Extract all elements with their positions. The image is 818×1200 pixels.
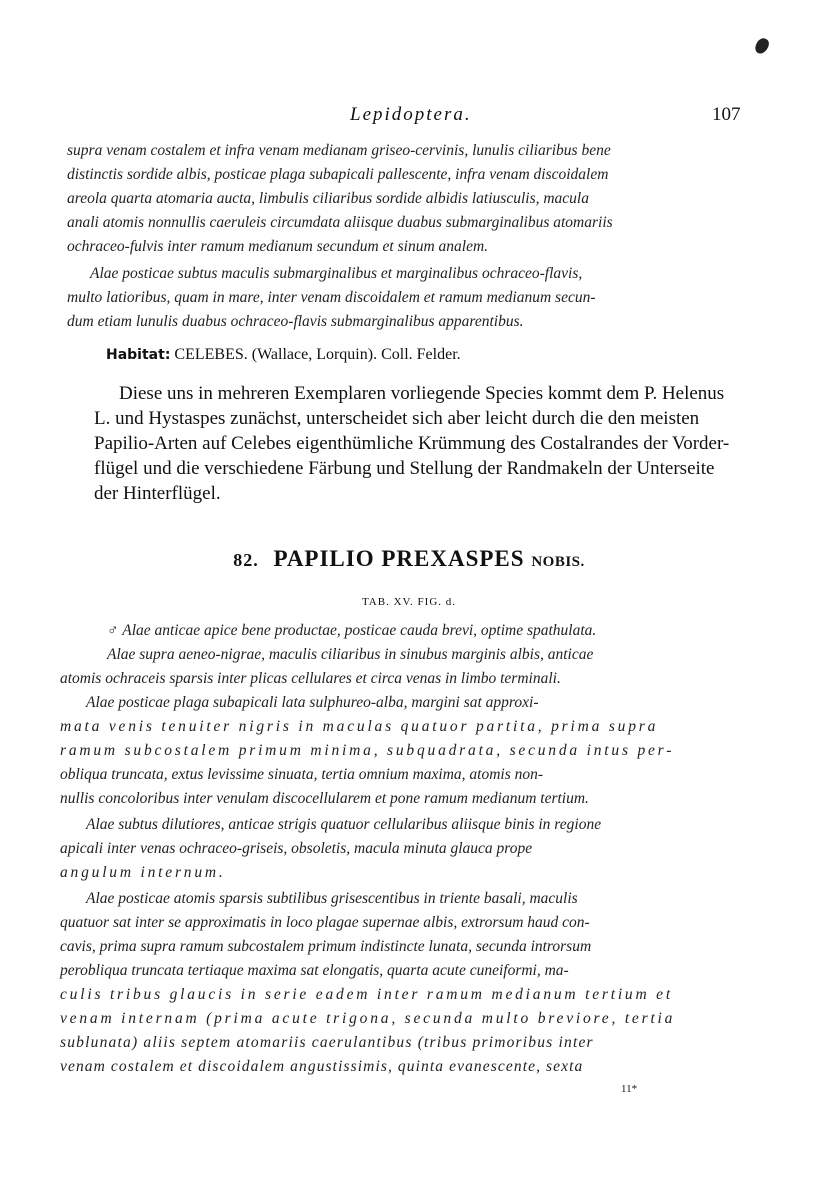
running-head-title: Lepidoptera. (350, 104, 472, 125)
desc-line: Alae posticae plaga subapicali lata sulphureo-alba, margini sat approxi- (86, 694, 539, 711)
desc-line: culis tribus glaucis in serie eadem inter ramum medianum tertium et (60, 986, 673, 1003)
desc-line: venam costalem et discoidalem angustissimis, quinta evanescente, sexta (60, 1058, 584, 1075)
desc-line: mata venis tenuiter nigris in maculas quatuor partita, prima supra (60, 718, 659, 735)
desc-line: cavis, prima supra ramum subcostalem primum indistincte lunata, secunda introrsum (60, 938, 592, 955)
german-line: Diese uns in mehreren Exemplaren vorliegende Species kommt dem P. Helenus (119, 383, 725, 404)
desc-line: apicali inter venas ochraceo-griseis, obsoletis, macula minuta glauca prope (60, 840, 533, 857)
german-line: L. und Hystaspes zunächst, unterscheidet sich aber leicht durch die den meisten (94, 408, 700, 429)
desc-line: perobliqua truncata tertiaque maxima sat elongatis, quarta acute cuneiformi, ma- (60, 962, 569, 979)
desc-line: venam internam (prima acute trigona, secunda multo breviore, tertia (60, 1010, 676, 1027)
page-number: 107 (712, 104, 741, 125)
species-author: NOBIS. (531, 554, 585, 570)
text-line: areola quarta atomaria aucta, limbulis ciliaribus sordide albidis latiusculis, macula (67, 190, 589, 207)
desc-line: angulum internum. (60, 864, 226, 881)
species-number: 82. (233, 550, 259, 570)
desc-line: atomis ochraceis sparsis inter plicas cellulares et circa venas in limbo terminali. (60, 670, 561, 687)
text-line: anali atomis nonnullis caeruleis circumdata aliisque duabus submarginalibus atomariis (67, 214, 613, 231)
text-line: dum etiam lunulis duabus ochraceo-flavis submarginalibus apparentibus. (67, 313, 524, 330)
text-line: distinctis sordide albis, posticae plaga subapicali pallescente, infra venam discoidalem (67, 166, 609, 183)
desc-line: nullis concoloribus inter venulam discocellularem et pone ramum medianum tertium. (60, 790, 589, 807)
signature-mark: 11* (621, 1083, 638, 1095)
desc-line: Alae supra aeneo-nigrae, maculis ciliaribus in sinubus marginis albis, anticae (107, 646, 594, 663)
german-line: flügel und die verschiedene Färbung und Stellung der Randmakeln der Unterseite (94, 458, 715, 479)
text-line: multo latioribus, quam in mare, inter venam discoidalem et ramum medianum secun- (67, 289, 596, 306)
desc-line: obliqua truncata, extus levissime sinuata, tertia omnium maxima, atomis non- (60, 766, 544, 783)
desc-line: Alae posticae atomis sparsis subtilibus grisescentibus in triente basali, maculis (86, 890, 578, 907)
desc-line: quatuor sat inter se approximatis in loco plagae supernae albis, extrorsum haud con- (60, 914, 590, 931)
plate-reference: TAB. XV. FIG. d. (361, 596, 457, 608)
habitat-text: CELEBES. (Wallace, Lorquin). Coll. Felder. (174, 346, 461, 363)
species-heading (0, 546, 818, 572)
german-line: Papilio-Arten auf Celebes eigenthümliche Krümmung des Costalrandes der Vorder- (94, 433, 730, 454)
text-line: supra venam costalem et infra venam medianam griseo-cervinis, lunulis ciliaribus bene (67, 142, 611, 159)
species-name: PAPILIO PREXASPES (273, 546, 525, 571)
habitat-label: Habitat: (106, 347, 171, 363)
text-line: Alae posticae subtus maculis submarginalibus et marginalibus ochraceo-flavis, (90, 265, 583, 282)
text-line: ochraceo-fulvis inter ramum medianum secundum et sinum analem. (67, 238, 489, 255)
desc-line: ♂ Alae anticae apice bene productae, posticae cauda brevi, optime spathulata. (107, 622, 597, 639)
german-line: der Hinterflügel. (94, 483, 221, 504)
desc-line: ramum subcostalem primum minima, subquadrata, secunda intus per- (60, 742, 675, 759)
desc-line: Alae subtus dilutiores, anticae strigis quatuor cellularibus aliisque binis in regione (86, 816, 602, 833)
desc-line: sublunata) aliis septem atomariis caerulantibus (tribus primoribus inter (60, 1034, 594, 1051)
running-head (0, 104, 818, 130)
ink-spot (753, 36, 771, 56)
habitat-line (106, 346, 461, 364)
